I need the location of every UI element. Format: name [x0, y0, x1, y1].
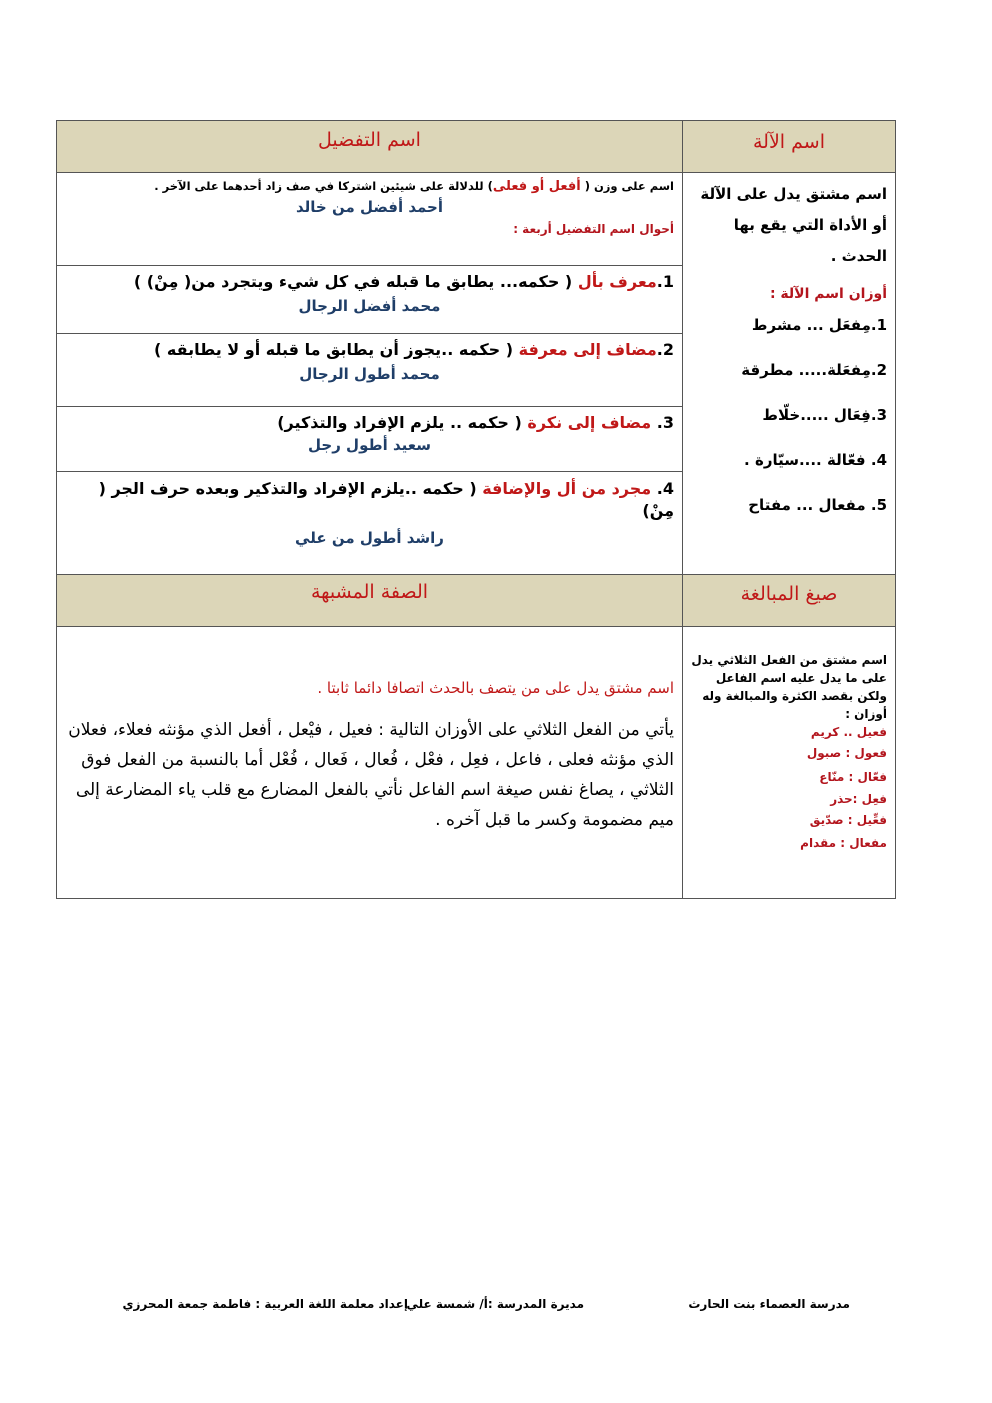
mushabbaha-definition: اسم مشتق يدل على من يتصف بالحدث اتصافا دائما ثابتا .	[317, 679, 674, 697]
case-3-number: 3.	[651, 413, 674, 432]
mubalagha-weight-1: فعيل .. كريم	[810, 725, 887, 739]
derivatives-table	[56, 120, 896, 899]
case-4-number: 4.	[651, 479, 674, 498]
alaa-cell	[683, 173, 896, 575]
case-1-example: محمد أفضل الرجال	[298, 297, 441, 315]
header-alaa-text: اسم الآلة	[753, 131, 825, 153]
case-2-example: محمد أطول الرجال	[299, 365, 440, 383]
case-2-number: 2.	[656, 340, 674, 359]
case-4-kind: مجرد من أل والإضافة	[482, 479, 652, 498]
alaa-weight-4: 4. فعّالة ....سيّارة .	[744, 451, 887, 469]
case-3-example: سعيد أطول رجل	[308, 436, 431, 454]
tafdeel-def-pre: اسم على وزن (	[584, 179, 674, 193]
header-mushabbaha-text: الصفة المشبهة	[310, 581, 429, 603]
tafdeel-case-4	[57, 472, 683, 575]
header-mubalagha-text: صيغ المبالغة	[740, 583, 838, 605]
tafdeel-definition-cell	[57, 173, 683, 266]
case-2-kind: مضاف إلى معرفة	[518, 340, 657, 359]
header-mushabbaha	[57, 575, 683, 627]
footer-school: مدرسة العصماء بنت الحارث	[688, 1297, 850, 1311]
case-1-kind: معرف بأل	[577, 272, 657, 291]
tafdeel-def-example: أحمد أفضل من خالد	[296, 198, 443, 216]
alaa-weight-2: 2.مِفعَلة..... مطرقة	[741, 361, 887, 379]
header-alaa	[683, 121, 896, 173]
tafdeel-case-2	[57, 334, 683, 407]
mubalagha-weight-2: فعول : صبول	[806, 746, 887, 760]
mubalagha-definition: اسم مشتق من الفعل الثلاثي يدل على ما يدل عليه اسم الفاعل ولكن بقصد الكثرة والمبالغة وله أوزان :	[691, 653, 887, 721]
tafdeel-cases-title: أحوال اسم التفضيل أربعة :	[513, 222, 674, 236]
header-tafdeel-text: اسم التفضيل	[318, 129, 421, 151]
case-4-example: راشد أطول من علي	[295, 529, 444, 548]
header-mubalagha	[683, 575, 896, 627]
mubalagha-weight-5: فعِّيل : صدّيق	[809, 813, 887, 827]
mubalagha-weight-3: فعّال : منّاع	[819, 770, 887, 784]
mushabbaha-paragraph: يأتي من الفعل الثلاثي على الأوزان التالية : فعيل ، فيْعل ، أفعل الذي مؤنثه فعلاء، فعلان الذي مؤنثه فعلى ، فاعل ، فعِل ، فعْل ، فُعال ، فَعال ، فُعْل أما بالنسبة من الفعل فوق الثلاثي ، يصاغ نفس صيغة اسم الفاعل نأتي بالفعل المضارع مع قلب ياء المضارعة إلى ميم مضمومة وكسر ما قبل آخره .	[68, 720, 674, 830]
tafdeel-def-post: ) للدلالة على شيئين اشتركا في صف زاد أحدهما على الآخر .	[154, 179, 493, 193]
mushabbaha-cell	[57, 627, 683, 899]
alaa-weight-5: 5. مفعال ... مفتاح	[748, 496, 887, 514]
alaa-definition: اسم مشتق يدل على الآلة أو الأداة التي يقع بها الحدث .	[700, 185, 887, 265]
tafdeel-case-3	[57, 407, 683, 472]
mubalagha-cell	[683, 627, 896, 899]
mubalagha-weight-4: فعِل :حذر	[830, 792, 887, 806]
case-1-number: 1.	[656, 272, 674, 291]
footer-teacher: إعداد معلمة اللغة العربية : فاطمة جمعة المحرزي	[122, 1297, 408, 1311]
header-tafdeel	[57, 121, 683, 173]
case-4-rule: ( حكمه ..يلزم الإفراد والتذكير وبعده حرف الجر ( مِنْ)	[98, 479, 674, 520]
case-3-kind: مضاف إلى نكرة	[527, 413, 652, 432]
case-2-rule: ( حكمه ..يجوز أن يطابق ما قبله أو لا يطابقه )	[154, 340, 514, 359]
footer-principal: مديرة المدرسة :أ/ شمسة علي	[406, 1297, 584, 1311]
alaa-weight-3: 3.فِعَال .....خلّاط	[762, 406, 887, 424]
mubalagha-weight-6: مفعال : مقدام	[800, 836, 887, 850]
tafdeel-definition	[65, 179, 674, 194]
tafdeel-def-wazn: أفعل أو فعلى	[492, 179, 581, 194]
case-1-rule: ( حكمه... يطابق ما قبله في كل شيء ويتجرد من( مِنْ) )	[133, 272, 573, 291]
tafdeel-case-1	[57, 266, 683, 334]
case-3-rule: ( حكمه .. يلزم الإفراد والتذكير)	[277, 413, 522, 432]
alaa-weights-title: أوزان اسم الآلة :	[769, 286, 887, 302]
alaa-weight-1: 1.مِفعَل ... مشرط	[751, 316, 887, 334]
